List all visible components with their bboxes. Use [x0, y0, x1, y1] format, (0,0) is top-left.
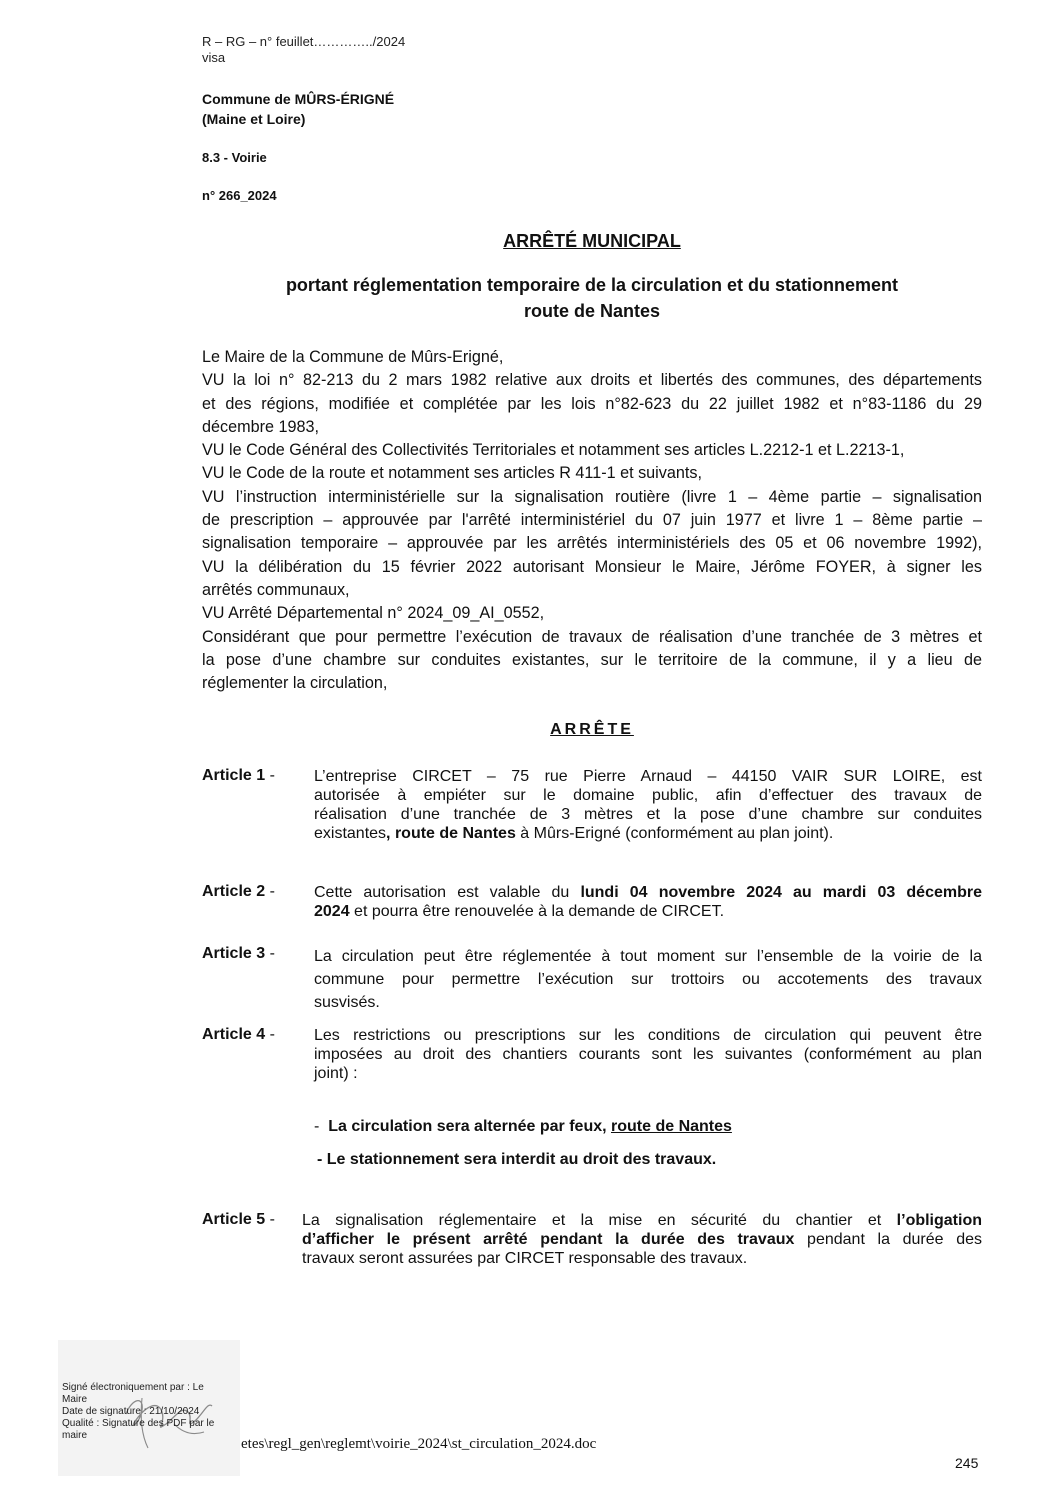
article-4-label: Article 4 - [202, 1026, 275, 1043]
document-subtitle-line2: route de Nantes [523, 301, 661, 321]
preamble-line: Le Maire de la Commune de Mûrs-Erigné, [202, 348, 504, 366]
preamble-line: VU la loi n° 82-213 du 2 mars 1982 relative aux droits et libertés des communes, des départements [202, 371, 982, 390]
preamble [202, 346, 982, 695]
preamble-line: la pose d’une chambre sur conduites existantes, sur le territoire de la commune, il y a lieu de [202, 650, 982, 669]
article-line: La circulation peut être réglementée à tout moment sur l’ensemble de la voirie de la [314, 948, 982, 965]
preamble-line: de prescription – approuvée par l'arrêté interministériel du 07 juin 1977 et livre 1 – 8ème partie – [202, 511, 982, 530]
article-3-text [314, 945, 982, 1014]
article-line: La signalisation réglementaire et la mise en sécurité du chantier et l’obligation [302, 1212, 982, 1229]
page-number: 245 [955, 1455, 979, 1471]
signature-line: Date de signature : 21/10/2024 [62, 1406, 200, 1417]
reference-line: R – RG – n° feuillet…………../2024 [202, 34, 406, 49]
article-line: susvisés. [314, 994, 380, 1011]
article-line: d’afficher le présent arrêté pendant la durée des travaux pendant la durée des [302, 1231, 982, 1248]
visa-label: visa [202, 50, 226, 65]
commune-department: (Maine et Loire) [202, 111, 306, 127]
article-line: travaux seront assurées par CIRCET responsable des travaux. [302, 1250, 748, 1267]
article-line: joint) : [314, 1065, 358, 1082]
signature-line: Signé électroniquement par : Le [62, 1382, 204, 1393]
signature-line: maire [62, 1430, 88, 1441]
document-title: ARRÊTÉ MUNICIPAL [503, 231, 681, 251]
category-label: 8.3 - Voirie [202, 150, 267, 165]
article-line: Les restrictions ou prescriptions sur les conditions de circulation qui peuvent être [314, 1027, 982, 1044]
article-1-label: Article 1 - [202, 767, 275, 784]
signature-stamp [58, 1340, 240, 1476]
preamble-line: VU l’instruction interministérielle sur la signalisation routière (livre 1 – 4ème partie – signalisation [202, 487, 982, 506]
footer-file-path: etes\regl_gen\reglemt\voirie_2024\st_circulation_2024.doc [241, 1436, 597, 1452]
article-4-text [314, 1026, 982, 1083]
document-subtitle-line1: portant réglementation temporaire de la circulation et du stationnement [285, 275, 899, 295]
article-1-text [314, 767, 982, 843]
preamble-line: VU le Code Général des Collectivités Territoriales et notamment ses articles L.2212-1 et L.2213-1, [202, 441, 905, 460]
article-line: réalisation d’une tranchée de 3 mètres et la pose d’une chambre sur conduites [314, 806, 982, 823]
preamble-line: VU le Code de la route et notamment ses articles R 411-1 et suivants, [202, 464, 702, 483]
article-4-bullet-1: - La circulation sera alternée par feux, route de Nantes [314, 1118, 732, 1135]
article-line: Cette autorisation est valable du lundi 04 novembre 2024 au mardi 03 décembre [314, 884, 983, 901]
commune-name: Commune de MÛRS-ÉRIGNÉ [202, 91, 395, 107]
preamble-line: signalisation temporaire – approuvée par les arrêtés interministériels des 05 et 06 novembre 1992), [202, 534, 982, 553]
article-line: imposées au droit des chantiers courants sont les suivantes (conformément au plan [314, 1046, 982, 1063]
article-line: 2024 et pourra être renouvelée à la demande de CIRCET. [314, 903, 725, 920]
article-line: commune pour permettre l’exécution sur trottoirs ou accotements des travaux [314, 971, 982, 988]
preamble-line: décembre 1983, [202, 417, 319, 436]
preamble-line: réglementer la circulation, [202, 674, 388, 693]
signature-line: Maire [62, 1394, 88, 1405]
article-3-label: Article 3 - [202, 945, 275, 962]
article-line: autorisée à empiéter sur le domaine public, afin d’effectuer des travaux de [314, 787, 982, 804]
arrete-heading: ARRÊTE [550, 721, 634, 738]
article-2-label: Article 2 - [202, 883, 275, 900]
decree-number: n° 266_2024 [202, 188, 277, 203]
preamble-line: VU la délibération du 15 février 2022 autorisant Monsieur le Maire, Jérôme FOYER, à signer les [202, 557, 982, 576]
article-line: existantes, route de Nantes à Mûrs-Erigné (conformément au plan joint). [314, 825, 834, 842]
preamble-line: arrêtés communaux, [202, 580, 350, 599]
article-line: L’entreprise CIRCET – 75 rue Pierre Arnaud – 44150 VAIR SUR LOIRE, est [314, 768, 982, 785]
signature-line: Qualité : Signature des PDF par le [62, 1418, 215, 1429]
preamble-line: Considérant que pour permettre l’exécution de travaux de réalisation d’une tranchée de 3 mètres et [202, 627, 982, 646]
article-5-text [302, 1211, 982, 1268]
preamble-line: et des régions, modifiée et complétée par les lois n°82-623 du 22 juillet 1982 et n°83-1186 du 29 [202, 394, 982, 413]
article-5-label: Article 5 - [202, 1211, 275, 1228]
article-2-text [314, 883, 982, 921]
preamble-line: VU Arrêté Départemental n° 2024_09_AI_0552, [202, 604, 545, 623]
article-4-bullet-2: - Le stationnement sera interdit au droit des travaux. [317, 1151, 717, 1168]
